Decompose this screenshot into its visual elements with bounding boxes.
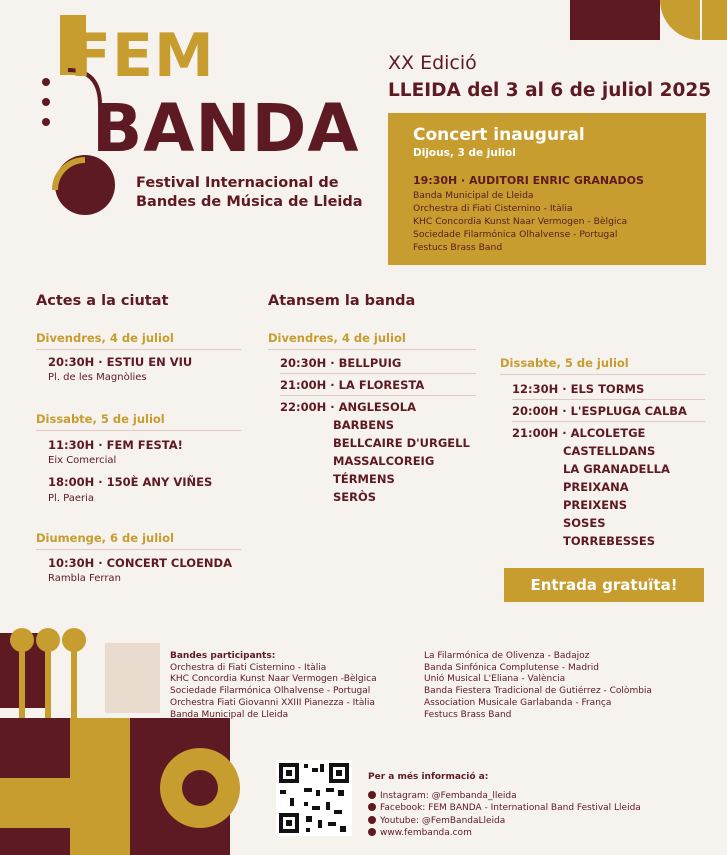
atansem-day-friday: Divendres, 4 de juliol <box>268 331 406 345</box>
event: 20:30H · ESTIU EN VIU <box>48 355 193 369</box>
instagram-icon <box>368 791 376 799</box>
divider <box>36 549 241 550</box>
divider <box>36 430 241 431</box>
event: 18:00H · 150È ANY VIÑES <box>48 475 213 489</box>
list-item: TÉRMENS <box>333 472 395 486</box>
web-label: www.fembanda.com <box>380 828 472 838</box>
festival-dates: LLEIDA del 3 al 6 de juliol 2025 <box>388 80 712 101</box>
list-item: MASSALCOREIG <box>333 454 435 468</box>
towns-saturday <box>563 442 670 550</box>
list-item: Festucs Brass Band <box>424 709 512 720</box>
info-title: Per a més informació a: <box>368 772 489 782</box>
list-item: KHC Concordia Kunst Naar Vermogen -Bèlgica <box>170 674 377 685</box>
actes-day-3: Diumenge, 6 de juliol <box>36 531 174 545</box>
event: 21:00H · LA FLORESTA <box>280 378 425 392</box>
divider <box>268 349 476 350</box>
list-item: PREIXANA <box>563 480 629 494</box>
atansem-title: Atansem la banda <box>268 293 416 309</box>
event: 11:30H · FEM FESTA! <box>48 438 183 452</box>
list-item: Banda Municipal de Lleida <box>413 190 534 201</box>
free-entry-badge: Entrada gratuïta! <box>504 568 704 602</box>
towns-friday <box>333 416 470 506</box>
list-item: Unió Musical L'Eliana - València <box>424 674 566 685</box>
list-item: SERÒS <box>333 490 377 504</box>
list-item: Festucs Brass Band <box>413 242 503 253</box>
divider <box>280 395 476 396</box>
event-place: Pl. de les Magnòlies <box>48 372 147 383</box>
qr-code-icon[interactable] <box>276 760 352 836</box>
actes-day-2: Dissabte, 5 de juliol <box>36 412 165 426</box>
list-item: CASTELLDANS <box>563 444 656 458</box>
divider <box>280 373 476 374</box>
list-item: Banda Fiestera Tradicional de Gutiérrez - Colòmbia <box>424 686 652 697</box>
event: 20:00H · L'ESPLUGA CALBA <box>512 404 687 418</box>
event: 12:30H · ELS TORMS <box>512 382 645 396</box>
list-item: Banda Municipal de Lleida <box>170 709 289 720</box>
actes-title: Actes a la ciutat <box>36 293 169 309</box>
event: 21:00H · ALCOLETGE <box>512 426 646 440</box>
inaugural-title: Concert inaugural <box>413 125 585 145</box>
atansem-day-saturday: Dissabte, 5 de juliol <box>500 356 629 370</box>
list-item: KHC Concordia Kunst Naar Vermogen - Bèlgica <box>413 216 628 227</box>
list-item: TORREBESSES <box>563 534 655 548</box>
logo-subtitle <box>136 174 363 212</box>
list-item: Sociedade Filarmónica Olhalvense - Portugal <box>170 686 371 697</box>
list-item: Sociedade Filarmónica Olhalvense - Portugal <box>413 229 618 240</box>
list-item: PREIXENS <box>563 498 628 512</box>
divider <box>512 421 705 422</box>
inaugural-bands <box>413 189 627 254</box>
bandes-title: Bandes participants: <box>170 651 276 661</box>
instagram-label: Instagram: @Fembanda_lleida <box>380 790 517 801</box>
event: 20:30H · BELLPUIG <box>280 356 402 370</box>
web-icon <box>368 828 376 836</box>
list-item: Banda Sinfónica Complutense - Madrid <box>424 662 599 673</box>
bandes-col1 <box>170 651 377 721</box>
instagram-link[interactable] <box>368 790 641 803</box>
divider <box>500 374 705 375</box>
bandes-col2 <box>424 651 652 721</box>
list-item: SOSES <box>563 516 606 530</box>
inaugural-venue: 19:30H · AUDITORI ENRIC GRANADOS <box>413 174 644 187</box>
event-place: Pl. Paeria <box>48 493 95 504</box>
event: 10:30H · CONCERT CLOENDA <box>48 556 232 570</box>
event: 22:00H · ANGLESOLA <box>280 400 417 414</box>
logo-banda: BANDA <box>92 90 360 167</box>
event-place: Rambla Ferran <box>48 573 121 584</box>
decorative-shapes-top <box>570 0 727 40</box>
logo-subtitle-line1: Festival Internacional de <box>136 175 339 191</box>
list-item: Orchestra di Fiati Cisternino - Itàlia <box>413 203 573 214</box>
inaugural-date: Dijous, 3 de juliol <box>413 147 516 159</box>
list-item: Association Musicale Garlabanda - França <box>424 697 612 708</box>
edition: XX Edició <box>388 52 477 74</box>
inaugural-concert-box <box>388 113 706 265</box>
divider <box>512 399 705 400</box>
youtube-label: Youtube: @FemBandaLleida <box>380 815 506 826</box>
list-item: LA GRANADELLA <box>563 462 670 476</box>
facebook-label: Facebook: FEM BANDA - International Band Festival Lleida <box>380 803 641 813</box>
event-place: Eix Comercial <box>48 455 117 466</box>
list-item: Orchestra di Fiati Cisternino - Itàlia <box>170 662 327 673</box>
logo-fem: FEM <box>70 21 215 91</box>
list-item: BELLCAIRE D'URGELL <box>333 436 470 450</box>
facebook-link[interactable] <box>368 802 641 815</box>
web-link[interactable] <box>368 827 641 840</box>
youtube-icon <box>368 816 376 824</box>
youtube-link[interactable] <box>368 815 641 828</box>
divider <box>36 349 241 350</box>
list-item: La Filarmónica de Olivenza - Badajoz <box>424 651 590 661</box>
list-item: BARBENS <box>333 418 395 432</box>
info-block <box>368 771 641 840</box>
logo-subtitle-line2: Bandes de Música de Lleida <box>136 194 363 210</box>
list-item: Orchestra Fiati Giovanni XXIII Pianezza - Itàlia <box>170 697 375 708</box>
facebook-icon <box>368 803 376 811</box>
actes-day-1: Divendres, 4 de juliol <box>36 331 174 345</box>
